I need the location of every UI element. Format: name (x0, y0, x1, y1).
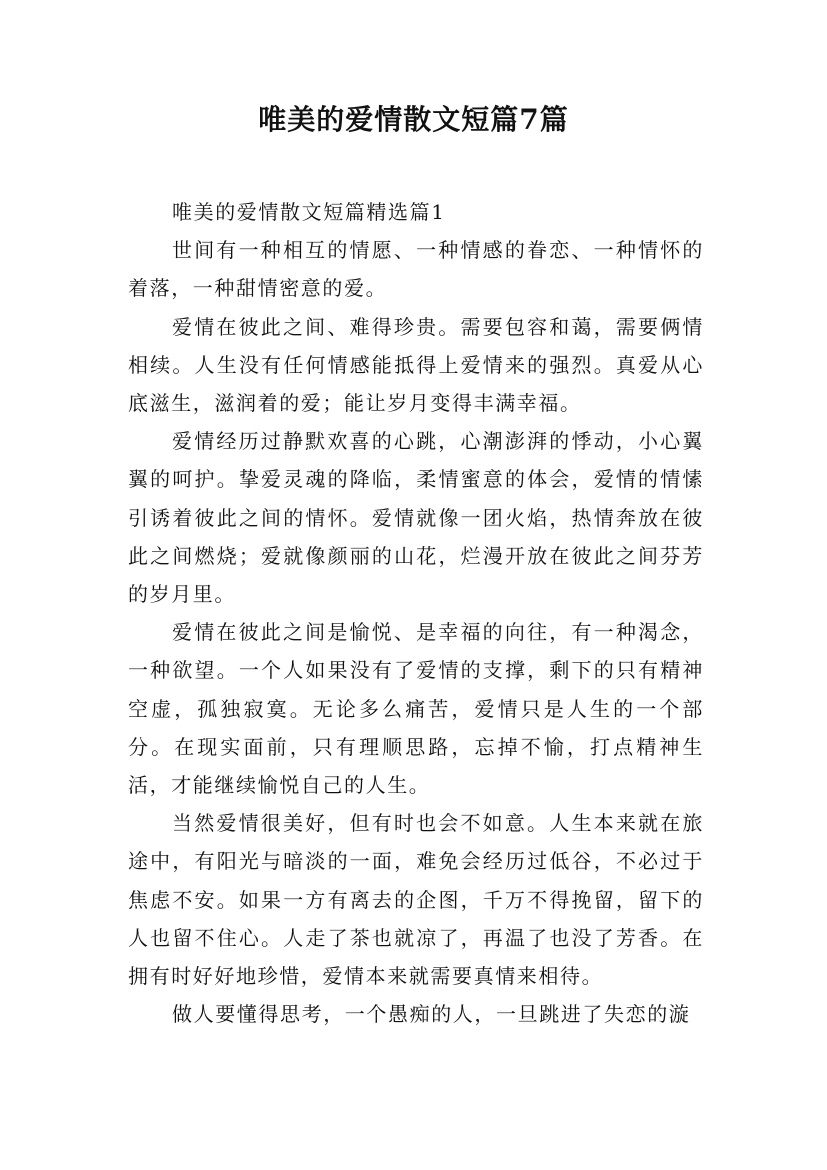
paragraph: 世间有一种相互的情愿、一种情感的眷恋、一种情怀的着落，一种甜情密意的爱。 (128, 238, 704, 301)
document-body (128, 193, 704, 1033)
section-heading: 唯美的爱情散文短篇精选篇1 (172, 200, 446, 224)
paragraph: 爱情在彼此之间、难得珍贵。需要包容和蔼，需要俩情相续。人生没有任何情感能抵得上爱情来的强烈。真爱从心底滋生，滋润着的爱；能让岁月变得丰满幸福。 (128, 314, 704, 416)
paragraph: 爱情经历过静默欢喜的心跳，心潮澎湃的悸动，小心翼翼的呵护。挚爱灵魂的降临，柔情蜜意的体会，爱情的情愫引诱着彼此之间的情怀。爱情就像一团火焰，热情奔放在彼此之间燃烧；爱就像颜丽的山花，烂漫开放在彼此之间芬芳的岁月里。 (128, 429, 704, 607)
paragraph: 做人要懂得思考，一个愚痴的人，一旦跳进了失恋的漩 (172, 1002, 691, 1027)
paragraph: 当然爱情很美好，但有时也会不如意。人生本来就在旅途中，有阳光与暗淡的一面，难免会经历过低谷，不必过于焦虑不安。如果一方有离去的企图，千万不得挽留，留下的人也留不住心。人走了茶也就凉了，再温了也没了芳香。在拥有时好好地珍惜，爱情本来就需要真情来相待。 (128, 811, 704, 989)
paragraph: 爱情在彼此之间是愉悦、是幸福的向往，有一种渴念，一种欲望。一个人如果没有了爱情的支撑，剩下的只有精神空虚，孤独寂寞。无论多么痛苦，爱情只是人生的一个部分。在现实面前，只有理顺思路，忘掉不愉，打点精神生活，才能继续愉悦自己的人生。 (128, 620, 704, 798)
document-title: 唯美的爱情散文短篇7篇 (258, 103, 569, 136)
